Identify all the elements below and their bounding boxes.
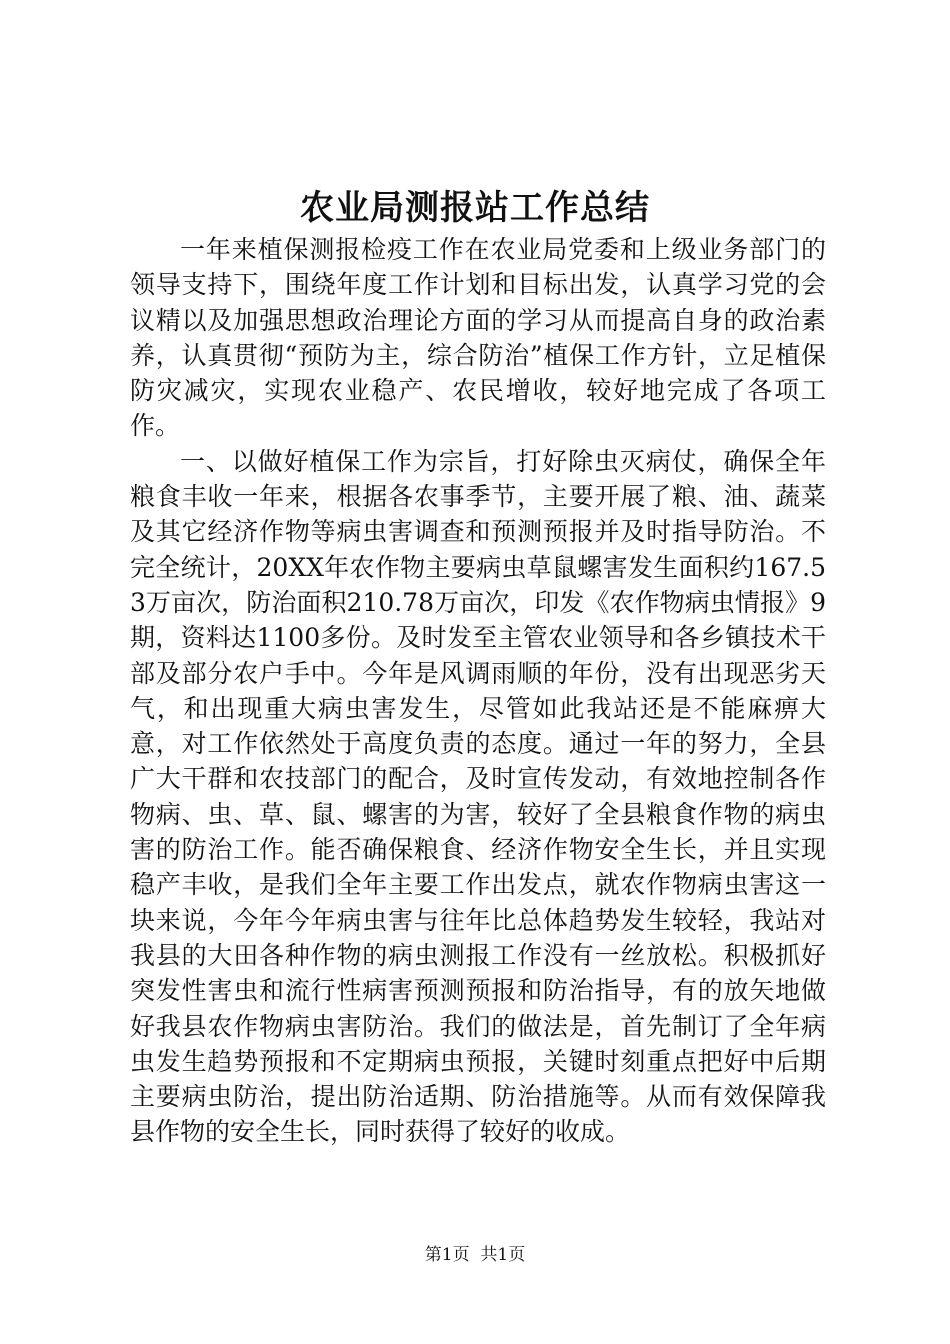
paragraph-intro: 一年来植保测报检疫工作在农业局党委和上级业务部门的领导支持下，围绕年度工作计划和目标出发，认真学习党的会议精以及加强思想政治理论方面的学习从而提高自身的政治素养，认真贯彻“预防为主，综合防治”植保工作方针，立足植保防灾减灾，实现农业稳产、农民增收，较好地完成了各项工作。 [130,235,826,441]
page-number-total: 共1页 [480,1245,526,1265]
page-footer [0,1243,950,1267]
document-body [130,232,826,1150]
document-title: 农业局测报站工作总结 [300,188,650,228]
page-number-current: 第1页 [424,1245,470,1265]
paragraph-section-one: 一、以做好植保工作为宗旨，打好除虫灭病仗，确保全年粮食丰收一年来，根据各农事季节，主要开展了粮、油、蔬菜及其它经济作物等病虫害调查和预测预报并及时指导防治。不完全统计，20XX年农作物主要病虫草鼠螺害发生面积约167.53万亩次，防治面积210.78万亩次，印发《农作物病虫情报》9期，资料达1100多份。及时发至主管农业领导和各乡镇技术干部及部分农户手中。今年是风调雨顺的年份，没有出现恶劣天气，和出现重大病虫害发生，尽管如此我站还是不能麻痹大意，对工作依然处于高度负责的态度。通过一年的努力，全县广大干群和农技部门的配合，及时宣传发动，有效地控制各作物病、虫、草、鼠、螺害的为害，较好了全县粮食作物的病虫害的防治工作。能否确保粮食、经济作物安全生长，并且实现稳产丰收，是我们全年主要工作出发点，就农作物病虫害这一块来说，今年今年病虫害与往年比总体趋势发生较轻，我站对我县的大田各种作物的病虫测报工作没有一丝放松。积极抓好突发性害虫和流行性病害预测预报和防治指导，有的放矢地做好我县农作物病虫害防治。我们的做法是，首先制订了全年病虫发生趋势预报和不定期病虫预报，关键时刻重点把好中后期主要病虫防治，提出防治适期、防治措施等。从而有效保障我县作物的安全生长，同时获得了较好的收成。 [130,446,826,1147]
